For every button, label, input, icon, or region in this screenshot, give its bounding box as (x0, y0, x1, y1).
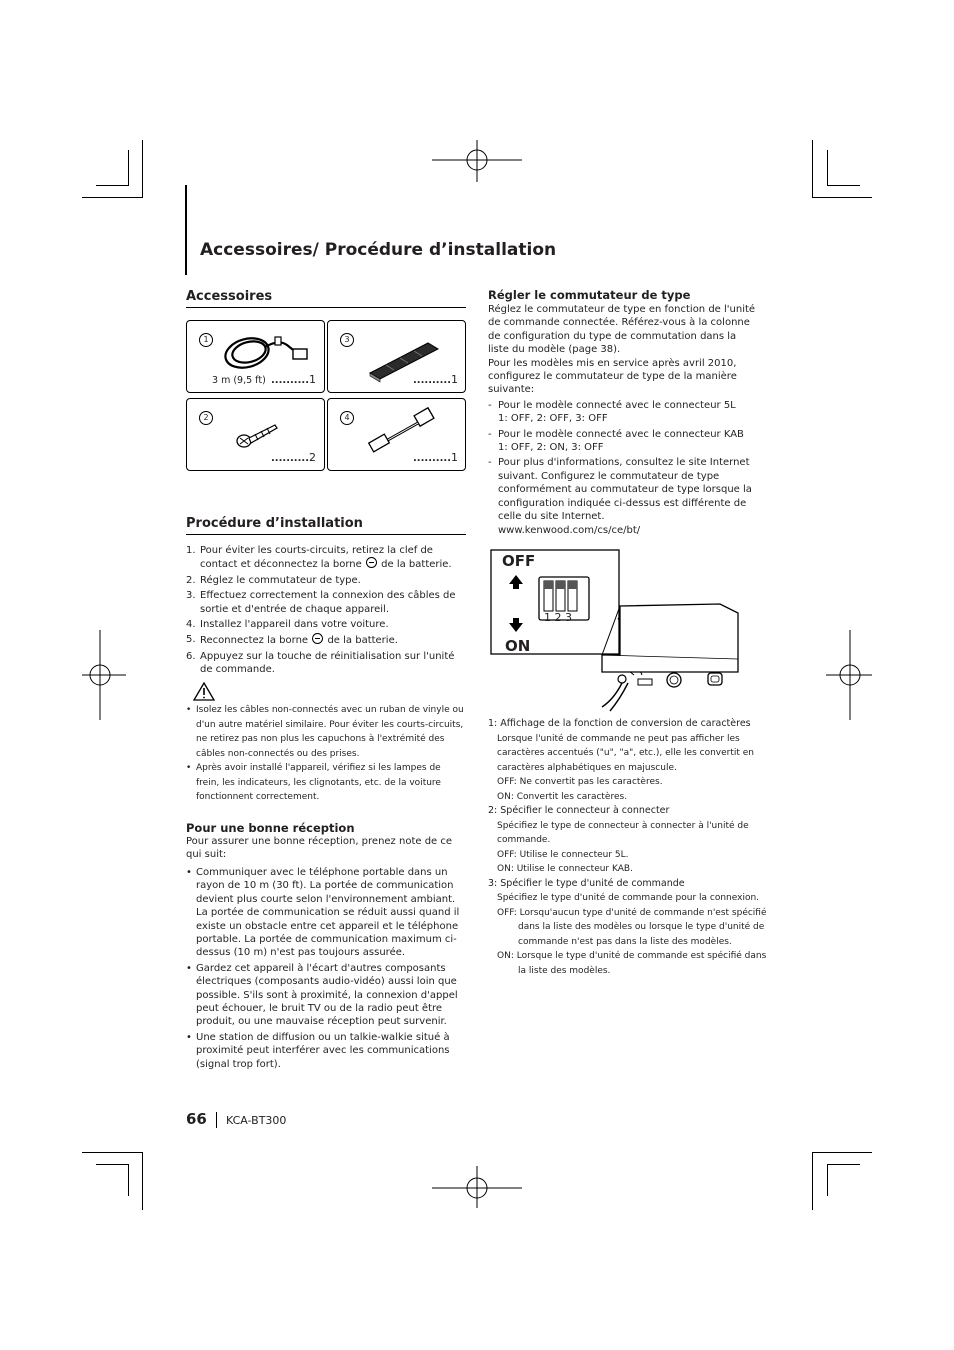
reception-intro: Pour assurer une bonne réception, prenez note de ce qui suit: (186, 836, 453, 861)
step-item: 2. Réglez le commutateur de type. (186, 574, 361, 586)
setting-title: 1: Affichage de la fonction de conversion de caractères (488, 718, 751, 729)
reception-item: • Gardez cet appareil à l'écart d'autres composants électriques (composants audio-vidéo) aussi loin que possible. S'ils sont à proximité, la connexion d'appel peut échouer, le bruit TV ou de la radio peut être produit, ou une mauvaise réception peut survenir. (186, 962, 458, 1028)
model-name: KCA-BT300 (226, 1114, 287, 1127)
accessory-item-2 (186, 398, 325, 471)
warning-item: • Isolez les câbles non-connectés avec un ruban de vinyle ou d'un autre matériel similaire. Pour éviter les courts-circuits, ne retirez pas non plus les capuchons à l'extrémité des câbles non-connectés ou des prises. (186, 705, 464, 759)
minus-terminal-icon (312, 633, 323, 644)
adapter-cable-icon (360, 405, 450, 455)
setting-title: 2: Spécifier le connecteur à connecter (488, 805, 670, 816)
reception-item: • Communiquer avec le téléphone portable dans un rayon de 10 m (30 ft). La portée de communication devient plus courte selon l'environnement ambiant. La portée de communication se réduit aussi quand il existe un obstacle entre cet appareil et le téléphone portable. La portée de communication maximum ci-dessus (10 m) n'est pas toujours assurée. (186, 867, 460, 959)
step-item: 5. Reconnectez la borne de la batterie. (186, 634, 398, 647)
cable-icon (217, 327, 317, 377)
accessory-item-1 (186, 320, 325, 393)
item-number: 4 (340, 411, 354, 425)
item-number: 3 (340, 333, 354, 347)
accessories-rule (186, 307, 466, 308)
minus-terminal-icon (366, 557, 377, 568)
reception-list (186, 866, 466, 1071)
switch-dash-item: - Pour le modèle connecté avec le connecteur KAB 1: OFF, 2: ON, 3: OFF (488, 428, 744, 454)
accessory-item-4 (327, 398, 466, 471)
switch-dash-item: - Pour le modèle connecté avec le connecteur 5L 1: OFF, 2: OFF, 3: OFF (488, 399, 736, 425)
step-item: 3. Effectuez correctement la connexion des câbles de sortie et d'entrée de chaque appareil. (186, 590, 456, 615)
warning-list (186, 703, 464, 805)
reception-item: • Une station de diffusion ou un talkie-walkie situé à proximité peut interférer avec les communications (signal trop fort). (186, 1031, 450, 1070)
item-quantity: ..........1 (271, 373, 316, 386)
warning-item: • Après avoir installé l'appareil, vérifiez si les lampes de frein, les indicateurs, les clignotants, etc. de la voiture fonctionnent correctement. (186, 763, 441, 802)
step-item: 1. Pour éviter les courts-circuits, retirez la clef de contact et déconnectez la borne de la batterie. (186, 545, 452, 571)
item-quantity: ..........2 (271, 451, 316, 464)
page-title: Accessoires/ Procédure d’installation (200, 240, 557, 260)
procedure-rule (186, 534, 466, 535)
switch-intro: Réglez le commutateur de type en fonction de l'unité de commande connectée. Référez-vous à la colonne de configuration du type de commutation dans la liste du modèle (page 38). Pour les modèles mis en service après avril 2010, configurez le commutateur de type de la manière suivante: - Pour le modèle connecté avec le connecteur 5L 1: OFF, 2: OFF, 3: OFF - Pour le modèle connecté avec le connecteur KAB 1: OFF, 2: ON, 3: OFF - Pour plus d'informations, consultez le site Internet suivant. Configurez le commutateur de type conformément au commutateur de type lorsque la configuration indiquée ci-dessus est différente de celle du site Internet. www.kenwood.com/cs/ce/bt/ (488, 303, 760, 537)
procedure-steps (186, 544, 458, 679)
accessory-item-3 (327, 320, 466, 393)
screw-icon (235, 419, 285, 453)
item-number: 2 (199, 411, 213, 425)
footer-divider (216, 1112, 217, 1128)
procedure-heading: Procédure d’installation (186, 516, 363, 531)
cable-length: 3 m (9,5 ft) (212, 375, 266, 386)
item-number: 1 (199, 333, 213, 347)
switch-numbers: 1 2 3 (544, 611, 572, 624)
off-label: OFF (502, 552, 536, 570)
step-item: 6. Appuyez sur la touche de réinitialisation sur l'unité de commande. (186, 650, 455, 676)
item-quantity: ..........1 (413, 451, 458, 464)
switch-diagram (490, 549, 771, 714)
device-illustration (490, 549, 771, 714)
accessories-heading: Accessoires (186, 289, 273, 304)
settings-list: 1: Affichage de la fonction de conversion de caractères Lorsque l'unité de commande ne peut pas afficher les caractères accentués ("u", "a", etc.), elle les convertit en caractères alphabétiques en majuscule. OFF: Ne convertit pas les caractères. ON: Convertit les caractères. 2: Spécifier le connecteur à connecter Spécifiez le type de connecteur à connecter à l'unité de commande. OFF: Utilise le connecteur 5L. ON: Utilise le connecteur KAB. 3: Spécifier le type d'unité de commande Spécifiez le type d'unité de commande pour la connexion. OFF: Lorsqu'aucun type d'unité de commande n'est spécifié dans la liste des modèles ou lorsque le type d'unité de commande n'est pas dans la liste des modèles. ON: Lorsque le type d'unité de commande est spécifié dans la liste des modèles. (488, 717, 770, 978)
title-bar (185, 185, 187, 275)
step-item: 4. Installez l'appareil dans votre voiture. (186, 619, 389, 631)
switch-heading: Régler le commutateur de type (488, 288, 691, 302)
warning-icon (193, 682, 215, 701)
setting-title: 3: Spécifier le type d'unité de commande (488, 877, 685, 889)
item-quantity: ..........1 (413, 373, 458, 386)
on-label: ON (505, 637, 531, 655)
page-number: 66 (186, 1110, 207, 1128)
reception-heading: Pour une bonne réception (186, 821, 355, 835)
switch-dash-item: - Pour plus d'informations, consultez le site Internet suivant. Configurez le commutateur de type conformément au commutateur de type lorsque la configuration indiquée ci-dessus est différente de celle du site Internet. www.kenwood.com/cs/ce/bt/ (488, 457, 752, 536)
